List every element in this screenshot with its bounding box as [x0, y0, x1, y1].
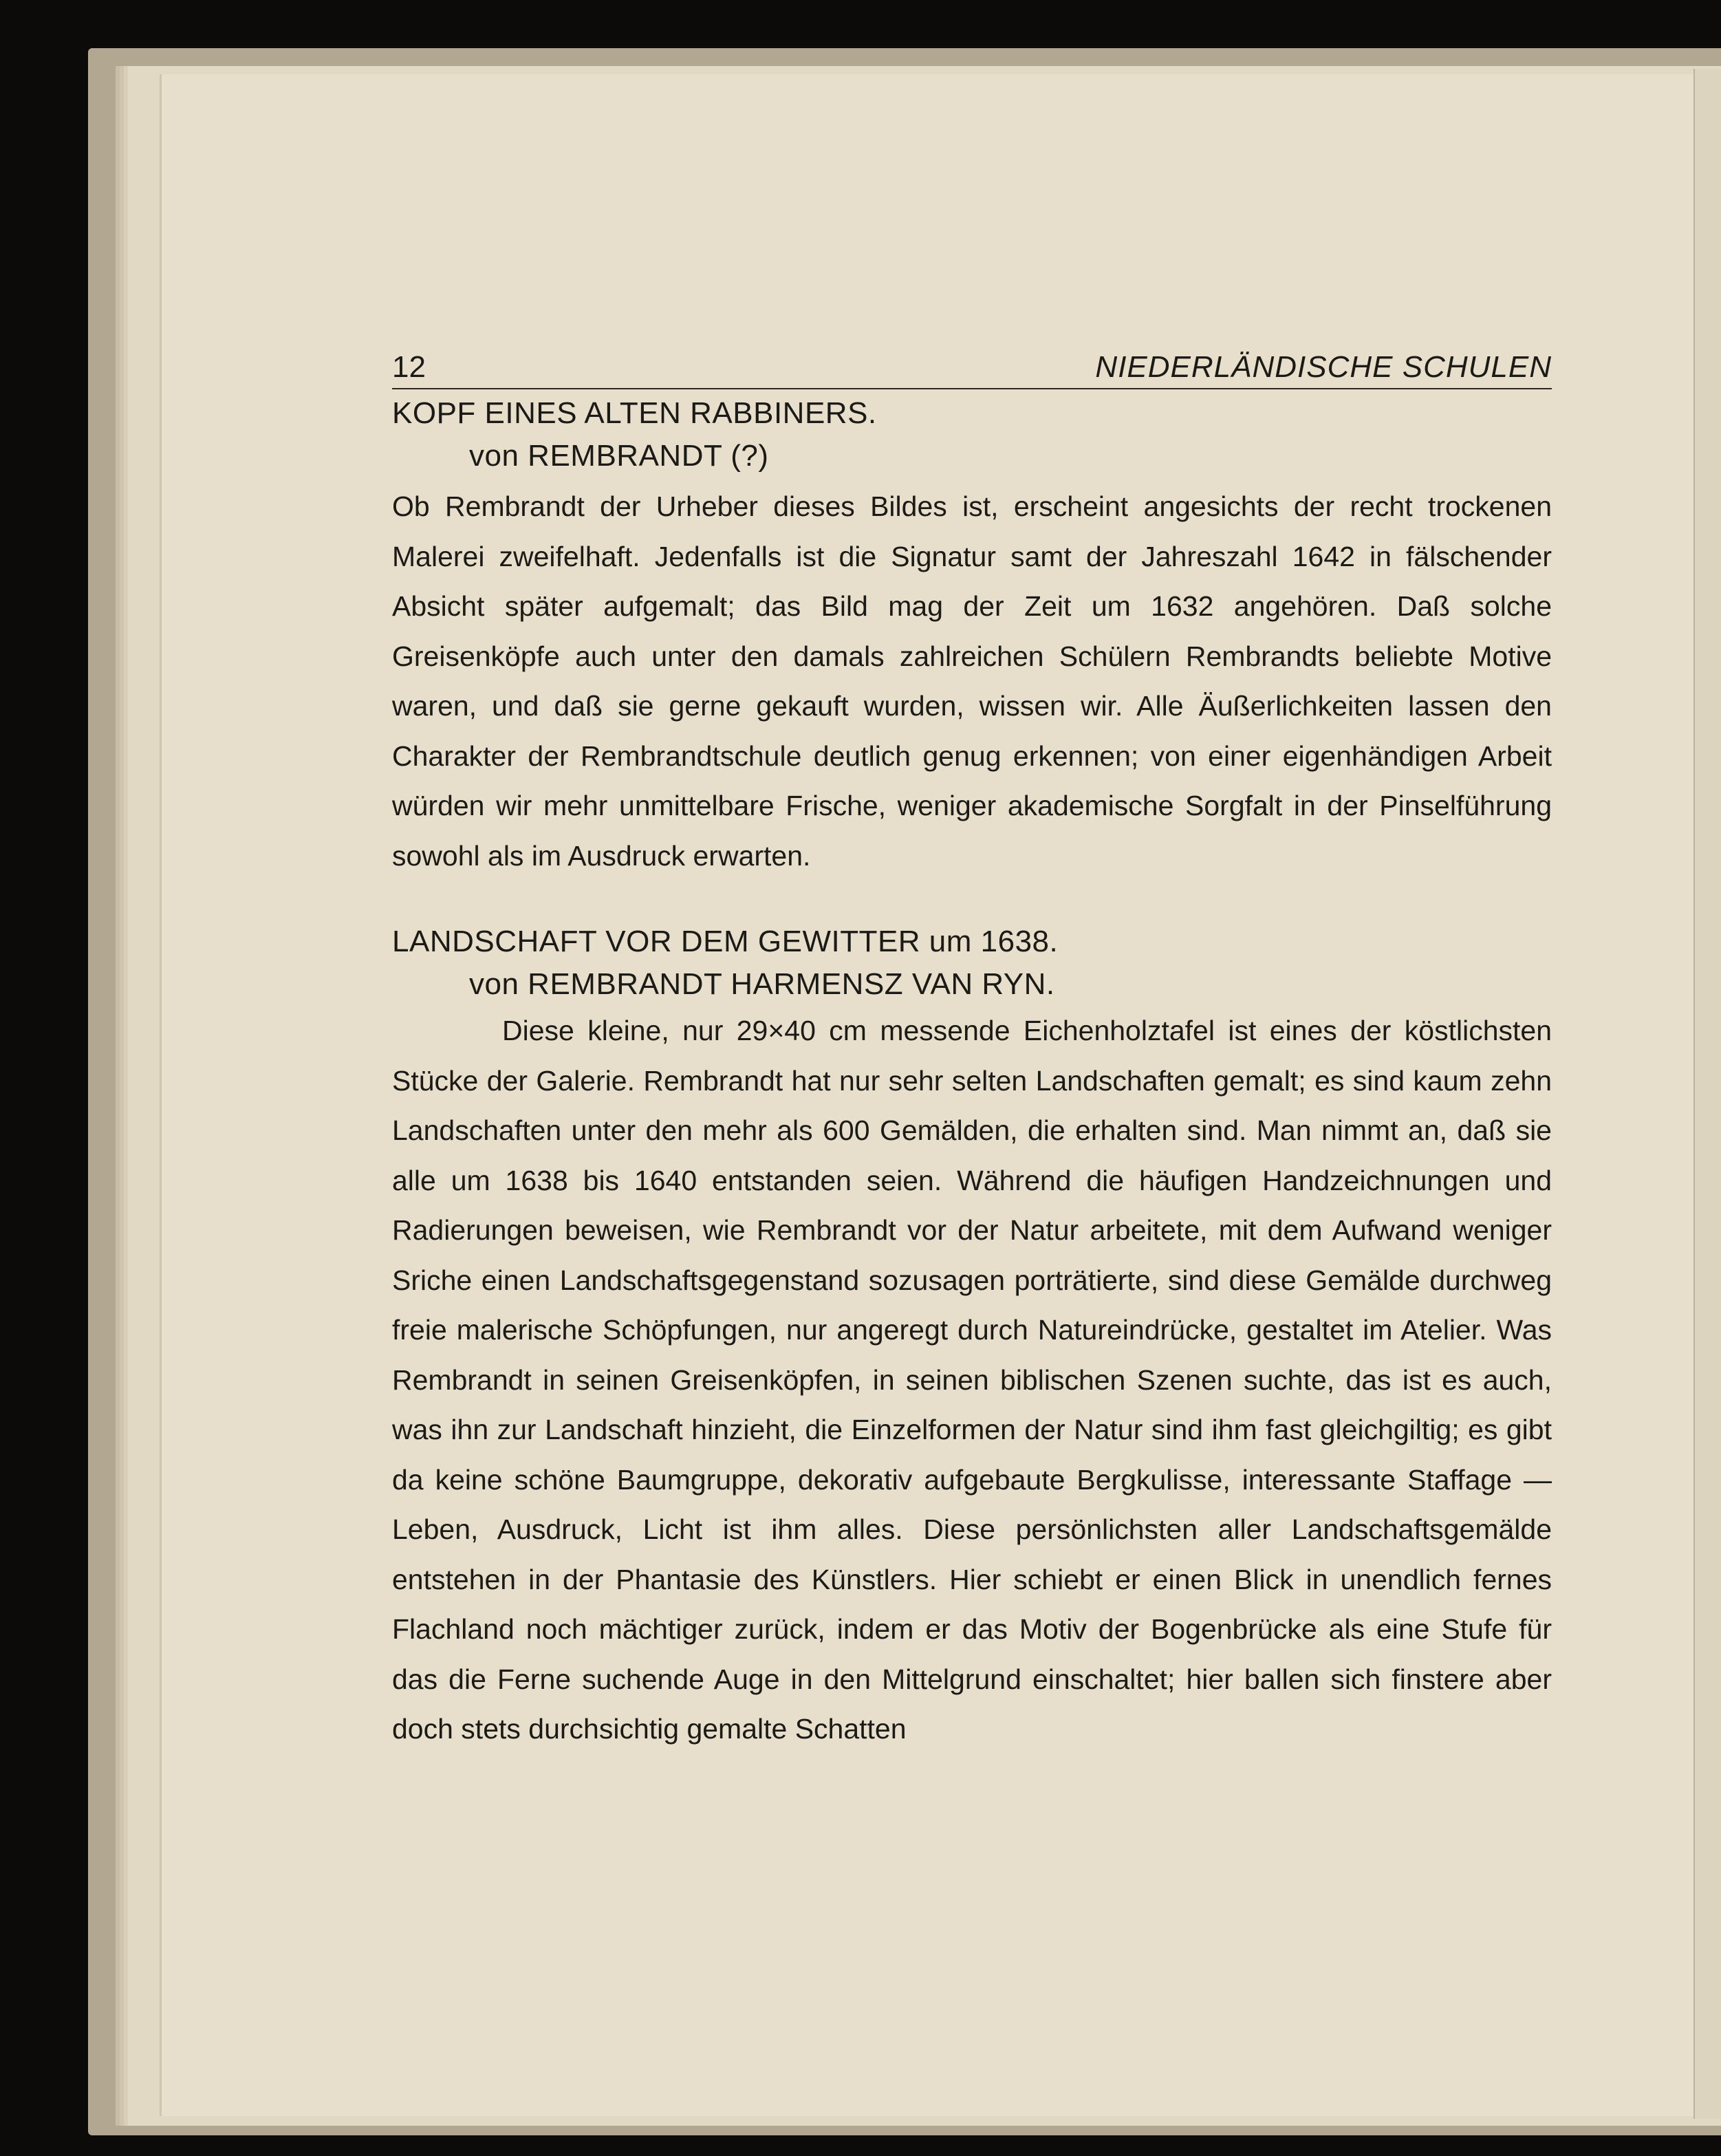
text-block — [392, 344, 1552, 1754]
artwork-artist: von REMBRANDT (?) — [469, 439, 769, 473]
section-title: NIEDERLÄNDISCHE SCHULEN — [1095, 350, 1552, 384]
page-number: 12 — [392, 350, 426, 384]
section-spacer — [392, 881, 1552, 920]
artwork-artist: von REMBRANDT HARMENSZ VAN RYN. — [469, 967, 1055, 1001]
facing-page-edge — [1693, 69, 1721, 2119]
artwork-description: Diese kleine, nur 29×40 cm messende Eichenholztafel ist eines der köstlichsten Stücke der Galerie. Rembrandt hat nur sehr selten Landschaften gemalt; es sind kaum zehn Landschaften unter den mehr als 600 Gemälden, die erhalten sind. Man nimmt an, daß sie alle um 1638 bis 1640 entstanden seien. Während die häufigen Handzeichnungen und Radierungen beweisen, wie Rembrandt vor der Natur arbeitete, mit dem Aufwand weniger Sriche einen Landschaftsgegenstand sozusagen porträtierte, sind diese Gemälde durchweg freie malerische Schöpfungen, nur angeregt durch Natureindrücke, gestaltet im Atelier. Was Rembrandt in seinen Greisenköpfen, in seinen biblischen Szenen suchte, das ist es auch, was ihn zur Landschaft hinzieht, die Einzelformen der Natur sind ihm fast gleichgiltig; es gibt da keine schöne Baumgruppe, dekorativ aufgebaute Bergkulisse, interessante Staffage — Leben, Ausdruck, Licht ist ihm alles. Diese persönlichsten aller Landschaftsgemälde entstehen in der Phantasie des Künstlers. Hier schiebt er einen Blick in unendlich fernes Flachland noch mächtiger zurück, indem er das Motiv der Bogenbrücke als eine Stufe für das die Ferne suchende Auge in den Mittelgrund einschaltet; hier ballen sich finstere aber doch stets durchsichtig gemalte Schatten — [392, 1015, 1552, 1745]
running-head — [392, 344, 1552, 389]
artwork-description: Ob Rembrandt der Urheber dieses Bildes ist, erscheint angesichts der recht trockenen Malerei zweifelhaft. Jedenfalls ist die Signatur samt der Jahreszahl 1642 in fälschender Absicht später aufgemalt; das Bild mag der Zeit um 1632 angehören. Daß solche Greisenköpfe auch unter den damals zahlreichen Schülern Rembrandts beliebte Motive waren, und daß sie gerne gekauft wurden, wissen wir. Alle Äußerlichkeiten lassen den Charakter der Rembrandtschule deutlich genug erkennen; von einer eigenhändigen Arbeit würden wir mehr unmittelbare Frische, weniger akademische Sorgfalt in der Pinselführung sowohl als im Ausdruck erwarten. — [392, 491, 1552, 872]
artwork-title: KOPF EINES ALTEN RABBINERS. — [392, 396, 877, 430]
artwork-title: LANDSCHAFT VOR DEM GEWITTER um 1638. — [392, 925, 1059, 958]
entry-rabbiner — [392, 392, 1552, 881]
entry-landschaft — [392, 920, 1552, 1754]
